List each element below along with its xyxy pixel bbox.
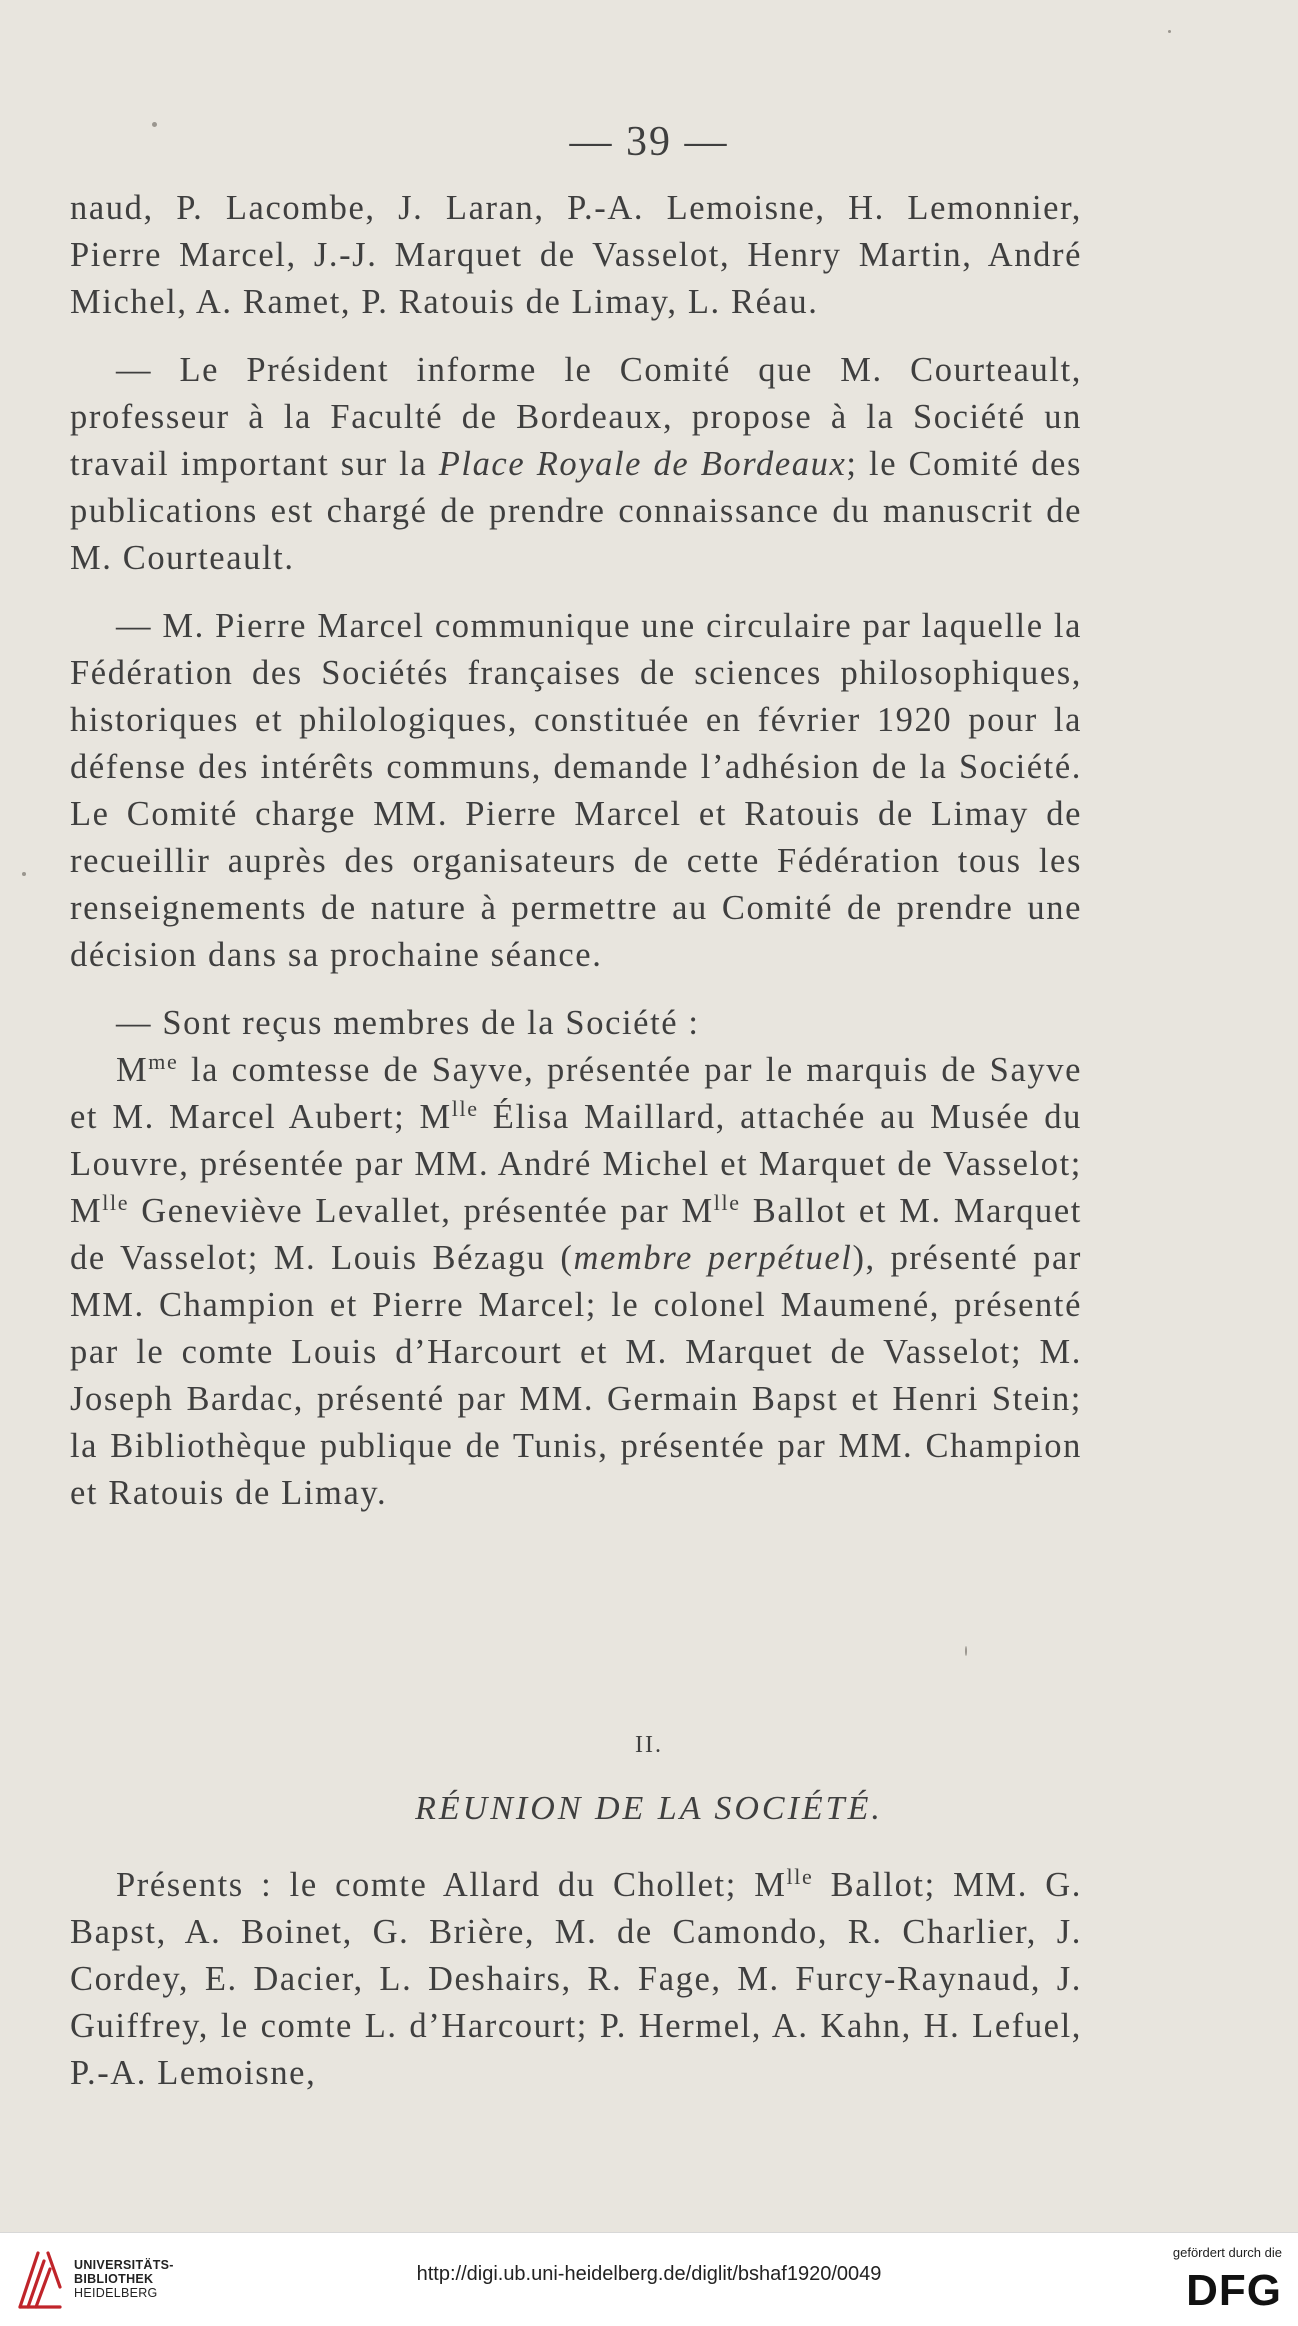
paper-speck — [22, 872, 26, 876]
footer-bar — [0, 2232, 1298, 2326]
text-run: Ballot et M. Marquet de Vasselot; M. Louis Bézagu ( — [70, 1192, 1082, 1277]
text-run: la comtesse de Sayve, présentée par le marquis de Sayve et M. Marcel Aubert; M — [70, 1051, 1082, 1136]
paragraph-federation: — M. Pierre Marcel communique une circulaire par laquelle la Fédération des Sociétés françaises de sciences philosophiques, historiques et philologiques, constituée en février 1920 pour la défense des intérêts communs, demande l’adhésion de la Société. Le Comité charge MM. Pierre Marcel et Ratouis de Limay de recueillir auprès des organisateurs de cette Fédération tous les renseignements de nature à permettre au Comité de prendre une décision dans sa prochaine séance. — [70, 607, 1082, 974]
section-title: RÉUNION DE LA SOCIÉTÉ. — [415, 1790, 883, 1827]
superscript: lle — [102, 1190, 130, 1215]
text-run: Élisa Maillard, attachée au Musée du Louvre, présentée par MM. André Michel et Marquet de Vasselot; M — [70, 1098, 1082, 1230]
text-run: — Le Président informe le Comité que M. Courteault, professeur à la Faculté de Bordeaux, propose à la Société un travail important sur la — [70, 351, 1082, 483]
paragraph-present-members — [70, 1862, 1082, 2097]
library-line: UNIVERSITÄTS- — [74, 2258, 174, 2272]
superscript: lle — [451, 1096, 479, 1121]
text-run: ; le Comité des publications est chargé de prendre connaissance du manuscrit de M. Courteault. — [70, 445, 1082, 577]
section-number: II. — [635, 1732, 663, 1758]
paper-speck — [152, 122, 157, 127]
text-run: ), présenté par MM. Champion et Pierre Marcel; le colonel Maumené, présenté par le comte Louis d’Harcourt et M. Marquet de Vasselot; M. Joseph Bardac, présenté par MM. Germain Bapst et Henri Stein; la Bibliothèque publique de Tunis, présentée par MM. Champion et Ratouis de Limay. — [70, 1239, 1082, 1512]
text-run: Geneviève Levallet, présentée par M — [129, 1192, 714, 1230]
superscript: lle — [713, 1190, 741, 1215]
superscript: lle — [786, 1864, 814, 1889]
text-run: Ballot; MM. G. Bapst, A. Boinet, G. Brière, M. de Camondo, R. Charlier, J. Cordey, E. Dacier, L. Deshairs, R. Fage, M. Furcy-Raynaud, J. Guiffrey, le comte L. d’Harcourt; P. Hermel, A. Kahn, H. Lefuel, P.-A. Lemoisne, — [70, 1866, 1083, 2092]
document-url-link[interactable]: http://digi.ub.uni-heidelberg.de/diglit/bshaf1920/0049 — [416, 2263, 882, 2285]
text-run: M — [116, 1051, 149, 1089]
funded-by-label: gefördert durch die — [1172, 2245, 1282, 2260]
paragraph-attendees-continued: naud, P. Lacombe, J. Laran, P.-A. Lemoisne, H. Lemonnier, Pierre Marcel, J.-J. Marquet de Vasselot, Henry Martin, André Michel, A. Ramet, P. Ratouis de Limay, L. Réau. — [70, 189, 1082, 321]
paragraph-new-members — [70, 1047, 1082, 1517]
superscript: me — [148, 1049, 179, 1074]
page-number: — 39 — — [569, 119, 729, 165]
paragraph-courteault — [70, 347, 1082, 582]
italic-title: Place Royale de Bordeaux — [438, 445, 847, 483]
paragraph-new-members-heading: — Sont reçus membres de la Société : — [116, 1004, 700, 1042]
dfg-logo: DFG — [1186, 2266, 1282, 2315]
paper-speck — [1168, 30, 1171, 33]
text-block-bottom — [70, 1862, 1082, 2097]
text-run: Présents : le comte Allard du Chollet; M — [116, 1866, 787, 1904]
library-line: HEIDELBERG — [74, 2286, 158, 2300]
italic-text: membre perpétuel — [573, 1239, 853, 1277]
text-block-top — [70, 185, 1082, 1517]
paper-speck — [965, 1646, 967, 1656]
library-line: BIBLIOTHEK — [74, 2272, 154, 2286]
